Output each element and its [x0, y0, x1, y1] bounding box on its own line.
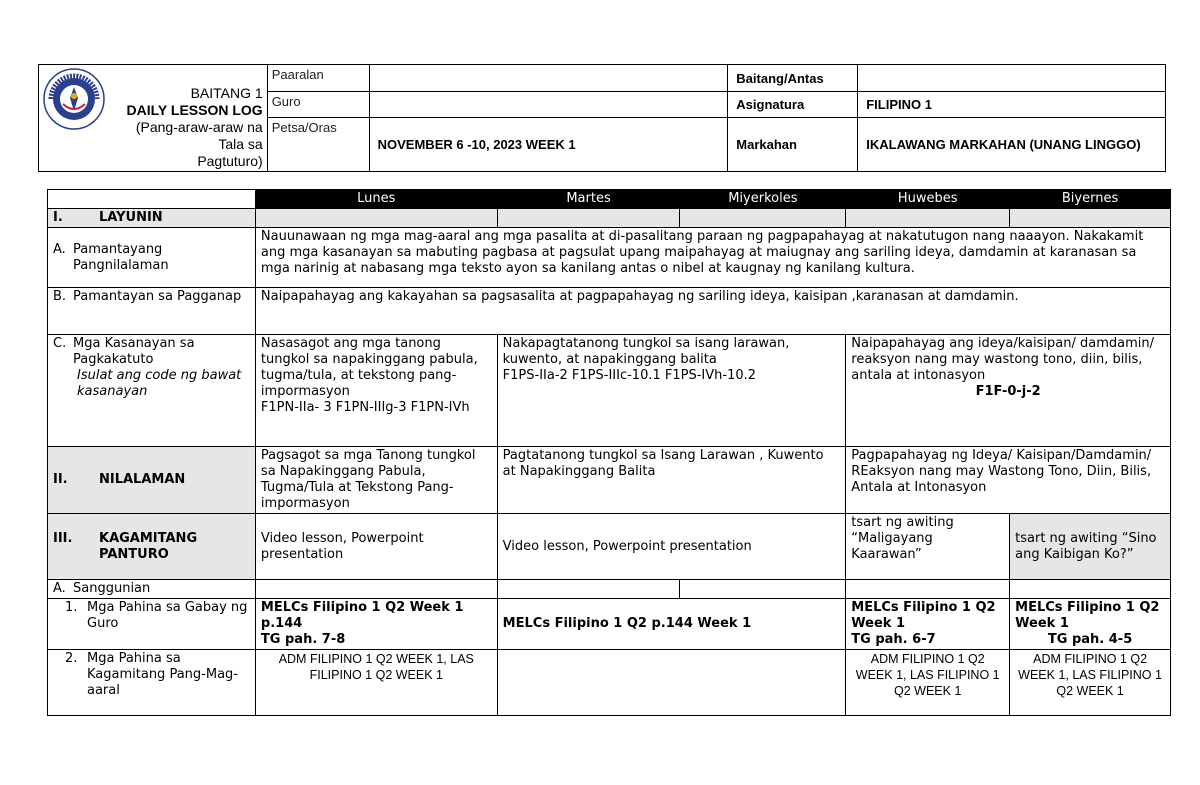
day-header-monday: Lunes	[255, 190, 497, 209]
grade-label: BAITANG 1	[190, 85, 263, 101]
gabay-tg: TG pah. 6-7	[851, 632, 936, 647]
lesson-log-table	[47, 189, 1171, 716]
subject-value: FILIPINO 1	[858, 92, 1166, 118]
kasanayan-text: Nakapagtatanong tungkol sa isang larawan, kuwento, at napakinggang balita	[502, 336, 790, 367]
gabay-thursday	[846, 599, 1010, 650]
section-number: II.	[53, 472, 68, 487]
item-letter: C.	[53, 336, 67, 351]
school-value	[369, 65, 728, 92]
teacher-value	[369, 92, 728, 118]
day-header-wednesday: Miyerkoles	[680, 190, 846, 209]
pamantayang-content: Nauunawaan ng mga mag-aaral ang mga pasalita at di-pasalitang paraan ng pagpapahayag at nakatutugon nang naaayon. Nakakamit ang mga kasanayan sa mabuting pagbasa at pagsulat upang maipahayag at maiugnay ang sariling ideya, damdamin at karanasan sa mga narinig at nabasang mga teksto ayon sa kanilang antas o nibel at kaugnay ng kanilang kultura.	[255, 228, 1170, 288]
item-letter: B.	[53, 289, 67, 304]
nilalaman-thursday: Pagpapahayag ng Ideya/ Kaisipan/Damdamin/ REaksyon nang may Wastong Tono, Diin, Bilis, Antala at Intonasyon	[846, 447, 1171, 514]
subtitle-line2: Tala sa	[218, 136, 263, 152]
date-label: Petsa/Oras	[267, 118, 369, 172]
mag-aaral-friday: ADM FILIPINO 1 Q2 WEEK 1, LAS FILIPINO 1 Q2 WEEK 1	[1010, 650, 1171, 716]
day-header-thursday: Huwebes	[846, 190, 1010, 209]
mag-aaral-tuesday	[497, 650, 846, 716]
row-label-sanggunian	[48, 580, 256, 599]
section-label: NILALAMAN	[99, 472, 186, 487]
deped-seal-icon	[43, 68, 105, 130]
day-header-friday: Biyernes	[1010, 190, 1171, 209]
gabay-text: MELCs Filipino 1 Q2 Week 1 p.144	[260, 600, 464, 631]
pamantayan-content: Naipapahayag ang kakayahan sa pagsasalita at pagpapahayag ng sariling ideya, kaisipan ,karanasan at damdamin.	[255, 288, 1170, 335]
subtitle-line3: Pagtuturo)	[197, 153, 263, 169]
school-label: Paaralan	[267, 65, 369, 92]
item-letter: A.	[53, 241, 66, 257]
gabay-text: MELCs Filipino 1 Q2 Week 1	[1015, 600, 1160, 631]
kagamitan-friday: tsart ng awiting “Sino ang Kaibigan Ko?”	[1010, 514, 1171, 580]
kasanayan-text: Nasasagot ang mga tanong tungkol sa napakinggang pabula, tugma/tula, at tekstong pang-impormasyon	[260, 336, 478, 399]
row-label-pamantayang	[48, 228, 256, 288]
item-label: Mga Pahina sa Gabay ng Guro	[87, 600, 248, 631]
kasanayan-thursday	[846, 335, 1171, 447]
section-label: LAYUNIN	[99, 210, 163, 225]
nilalaman-tuesday: Pagtatanong tungkol sa Isang Larawan , Kuwento at Napakinggang Balita	[497, 447, 846, 514]
section-label: KAGAMITANG PANTURO	[99, 530, 198, 562]
item-label: Mga Kasanayan sa Pagkakatuto	[73, 336, 195, 367]
item-label: Sanggunian	[73, 581, 151, 596]
grade-level-label: Baitang/Antas	[728, 65, 858, 92]
mag-aaral-thursday: ADM FILIPINO 1 Q2 WEEK 1, LAS FILIPINO 1 Q2 WEEK 1	[846, 650, 1010, 716]
header-title-cell	[39, 65, 268, 172]
gabay-tg: TG pah. 7-8	[260, 632, 346, 647]
section-number: III.	[53, 530, 73, 546]
teacher-label: Guro	[267, 92, 369, 118]
header-table	[38, 64, 1166, 172]
nilalaman-monday: Pagsagot sa mga Tanong tungkol sa Napakinggang Pabula, Tugma/Tula at Tekstong Pang-impormasyon	[255, 447, 497, 514]
kasanayan-code: F1F-0-j-2	[975, 384, 1041, 399]
corner-cell	[48, 190, 256, 209]
gabay-tuesday: MELCs Filipino 1 Q2 p.144 Week 1	[497, 599, 846, 650]
item-number: 1.	[65, 600, 78, 615]
row-label-kagamitang-mag-aaral	[48, 650, 256, 716]
item-note: Isulat ang code ng bawat kasanayan	[77, 368, 242, 399]
quarter-label: Markahan	[728, 118, 858, 172]
item-label: Pamantayang Pangnilalaman	[73, 241, 169, 273]
gabay-monday	[255, 599, 497, 650]
section-kagamitan	[48, 514, 256, 580]
mag-aaral-monday: ADM FILIPINO 1 Q2 WEEK 1, LAS FILIPINO 1 Q2 WEEK 1	[255, 650, 497, 716]
gabay-text: MELCs Filipino 1 Q2 Week 1	[851, 600, 996, 631]
gabay-friday	[1010, 599, 1171, 650]
quarter-value: IKALAWANG MARKAHAN (UNANG LINGGO)	[858, 118, 1166, 172]
section-layunin	[48, 209, 256, 228]
section-nilalaman	[48, 447, 256, 514]
kasanayan-monday	[255, 335, 497, 447]
section-number: I.	[53, 210, 63, 225]
kasanayan-tuesday	[497, 335, 846, 447]
kasanayan-text: Naipapahayag ang ideya/kaisipan/ damdamin/ reaksyon nang may wastong tono, diin, bilis, antala at intonasyon	[851, 336, 1154, 383]
gabay-tg: TG pah. 4-5	[1047, 632, 1133, 647]
item-letter: A.	[53, 581, 66, 596]
row-label-pamantayan	[48, 288, 256, 335]
subject-label: Asignatura	[728, 92, 858, 118]
date-value: NOVEMBER 6 -10, 2023 WEEK 1	[369, 118, 728, 172]
row-label-gabay	[48, 599, 256, 650]
day-header-tuesday: Martes	[497, 190, 680, 209]
kasanayan-codes: F1PS-IIa-2 F1PS-IIIc-10.1 F1PS-IVh-10.2	[502, 368, 757, 383]
kagamitan-monday: Video lesson, Powerpoint presentation	[255, 514, 497, 580]
kagamitan-thursday: tsart ng awiting “Maligayang Kaarawan”	[846, 514, 1010, 580]
kagamitan-tuesday: Video lesson, Powerpoint presentation	[497, 514, 846, 580]
document-title: DAILY LESSON LOG	[126, 102, 263, 118]
grade-level-value	[858, 65, 1166, 92]
item-number: 2.	[65, 651, 78, 666]
item-label: Mga Pahina sa Kagamitang Pang-Mag-aaral	[87, 651, 238, 698]
item-label: Pamantayan sa Pagganap	[73, 289, 242, 304]
subtitle-line1: (Pang-araw-araw na	[135, 119, 263, 135]
kasanayan-codes: F1PN-IIa- 3 F1PN-IIIg-3 F1PN-IVh	[260, 400, 470, 415]
row-label-kasanayan	[48, 335, 256, 447]
